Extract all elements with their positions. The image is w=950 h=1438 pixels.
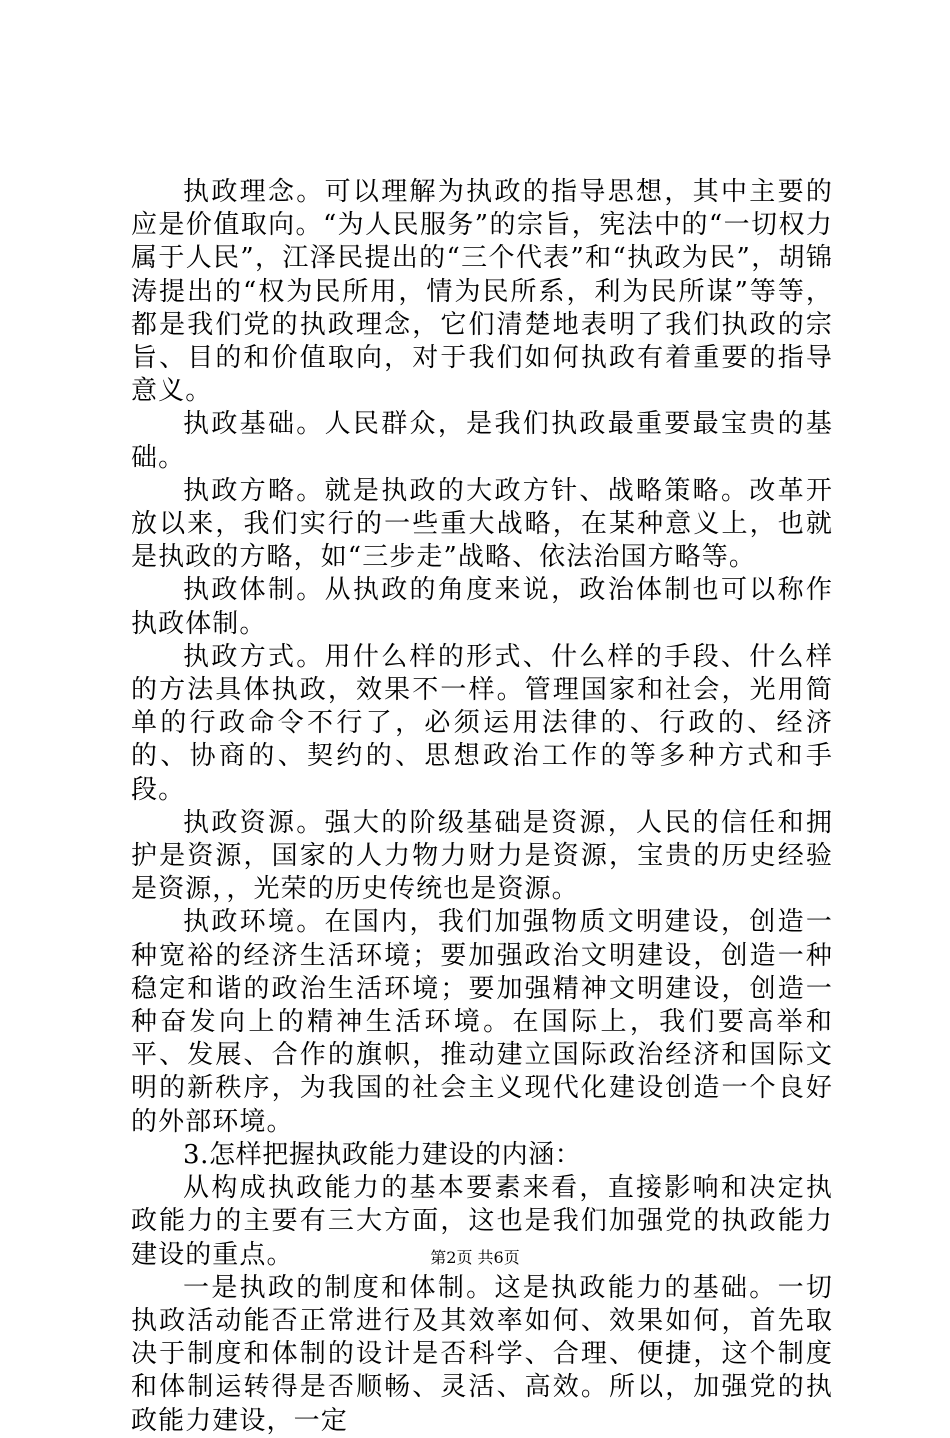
page-number-footer: 第2页 共6页 [430, 1248, 520, 1267]
paragraph-governing-resources: 执政资源。强大的阶级基础是资源，人民的信任和拥护是资源，国家的人力物力财力是资源，宝贵的历史经验是资源，，光荣的历史传统也是资源。 [131, 807, 833, 905]
paragraph-governing-system: 执政体制。从执政的角度来说，政治体制也可以称作执政体制。 [131, 575, 833, 639]
paragraph-governing-philosophy: 执政理念。可以理解为执政的指导思想，其中主要的应是价值取向。“为人民服务”的宗旨，宪法中的“一切权力属于人民”，江泽民提出的“三个代表”和“执政为民”，胡锦涛提出的“权为民所用，情为民所系，利为民所谋”等等，都是我们党的执政理念，它们清楚地表明了我们执政的宗旨、目的和价值取向，对于我们如何执政有着重要的指导意义。 [131, 177, 833, 407]
paragraph-governing-foundation: 执政基础。人民群众，是我们执政最重要最宝贵的基础。 [131, 409, 833, 473]
paragraph-governing-method: 执政方式。用什么样的形式、什么样的手段、什么样的方法具体执政，效果不一样。管理国家和社会，光用简单的行政命令不行了，必须运用法律的、行政的、经济的、协商的、契约的、思想政治工作的等多种方式和手段。 [131, 641, 833, 805]
paragraph-governing-environment: 执政环境。在国内，我们加强物质文明建设，创造一种宽裕的经济生活环境；要加强政治文明建设，创造一种稳定和谐的政治生活环境；要加强精神文明建设，创造一种奋发向上的精神生活环境。在国际上，我们要高举和平、发展、合作的旗帜，推动建立国际政治经济和国际文明的新秩序，为我国的社会主义现代化建设创造一个良好的外部环境。 [131, 907, 833, 1137]
paragraph-governing-strategy: 执政方略。就是执政的大政方针、战略策略。改革开放以来，我们实行的一些重大战略，在某种意义上，也就是执政的方略，如“三步走”战略、依法治国方略等。 [131, 475, 833, 573]
paragraph-institutions: 一是执政的制度和体制。这是执政能力的基础。一切执政活动能否正常进行及其效率如何、效果如何，首先取决于制度和体制的设计是否科学、合理、便捷，这个制度和体制运转得是否顺畅、灵活、高效。所以，加强党的执政能力建设，一定 [131, 1272, 833, 1436]
paragraph-key-elements: 从构成执政能力的基本要素来看，直接影响和决定执政能力的主要有三大方面，这也是我们加强党的执政能力建设的重点。 [131, 1173, 833, 1270]
section-heading: 3.怎样把握执政能力建设的内涵： [183, 1139, 582, 1170]
